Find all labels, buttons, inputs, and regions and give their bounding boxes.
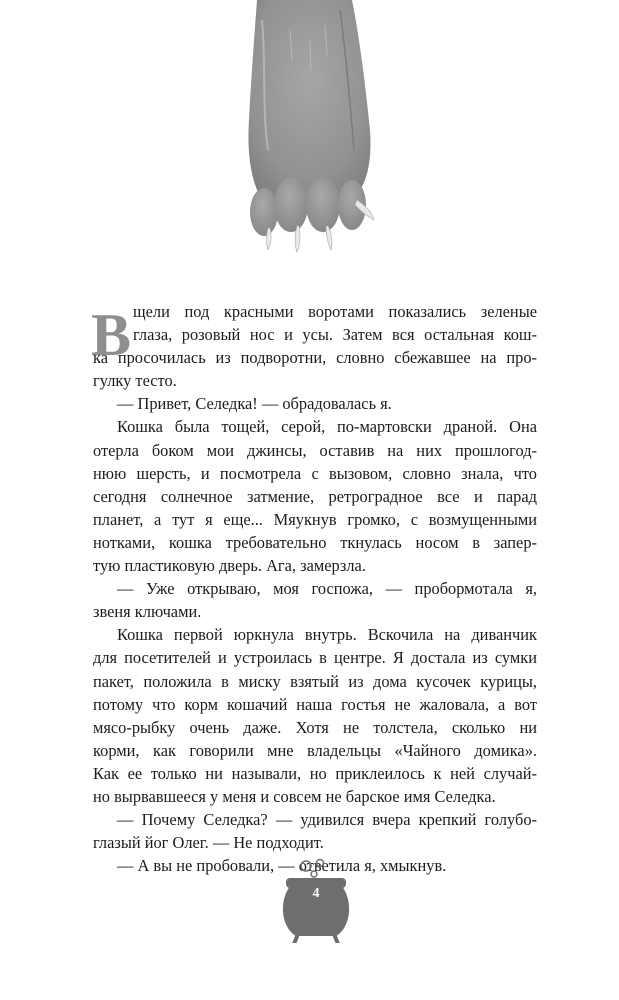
text-line: Кошка была тощей, серой, по-мартовски драной. Она bbox=[117, 417, 537, 437]
text-line: потому что корм кошачий наша гостья не жаловала, а вот bbox=[93, 694, 537, 714]
text-line: щели под красными воротами показались зеленые bbox=[133, 302, 537, 321]
text-line: — Уже открываю, моя госпожа, — пробормотала я, bbox=[117, 579, 537, 599]
text-line: сегодня солнечное затмение, ретроградное все и парад bbox=[93, 486, 537, 506]
text-line: отерла боком мои джинсы, оставив на них прошлогод- bbox=[93, 440, 537, 460]
text-line: Как ее только ни называли, но приклеилось к ней случай- bbox=[93, 763, 537, 783]
text-line: глаза, розовый нос и усы. Затем вся остальная кош- bbox=[133, 325, 537, 345]
text-line: тую пластиковую дверь. Ага, замерзла. bbox=[93, 556, 366, 576]
text-line: глазый йог Олег. — Не подходит. bbox=[93, 833, 324, 853]
text-line: Кошка первой юркнула внутрь. Вскочила на диванчик bbox=[117, 625, 537, 645]
text-line: нотками, кошка требовательно ткнулась носом в запер- bbox=[93, 532, 537, 552]
text-line: — Привет, Селедка! — обрадовалась я. bbox=[117, 394, 392, 414]
text-line: ка просочилась из подворотни, словно сбежавшее на про- bbox=[93, 348, 537, 368]
text-line: но вырвавшееся у меня и совсем не барское имя Селедка. bbox=[93, 786, 496, 806]
text-line: — А вы не пробовали, — ответила я, хмыкнув. bbox=[117, 856, 447, 876]
story-lines bbox=[93, 300, 537, 877]
text-line: — Почему Селедка? — удивился вчера крепкий голубо- bbox=[117, 810, 537, 830]
page-footer bbox=[276, 858, 356, 948]
text-line: мясо-рыбку очень даже. Хотя не толстела, сколько ни bbox=[93, 717, 537, 737]
text-line: звеня ключами. bbox=[93, 602, 202, 622]
text-line: пакет, положила в миску взятый из дома кусочек курицы, bbox=[93, 671, 537, 691]
text-line: корми, как говорили мне владельцы «Чайного домика». bbox=[93, 740, 537, 760]
cat-paw-illustration bbox=[0, 0, 619, 290]
text-line: для посетителей и устроилась в центре. Я достала из сумки bbox=[93, 648, 537, 668]
drop-cap: В bbox=[91, 302, 132, 368]
story-text bbox=[93, 300, 537, 877]
text-line: нюю шерсть, и посмотрела с вызовом, словно знала, что bbox=[93, 463, 537, 483]
page-number: 4 bbox=[312, 886, 320, 901]
text-line: гулку тесто. bbox=[93, 371, 177, 391]
text-line: планет, а тут я еще... Мяукнув громко, с возмущенными bbox=[93, 509, 537, 529]
